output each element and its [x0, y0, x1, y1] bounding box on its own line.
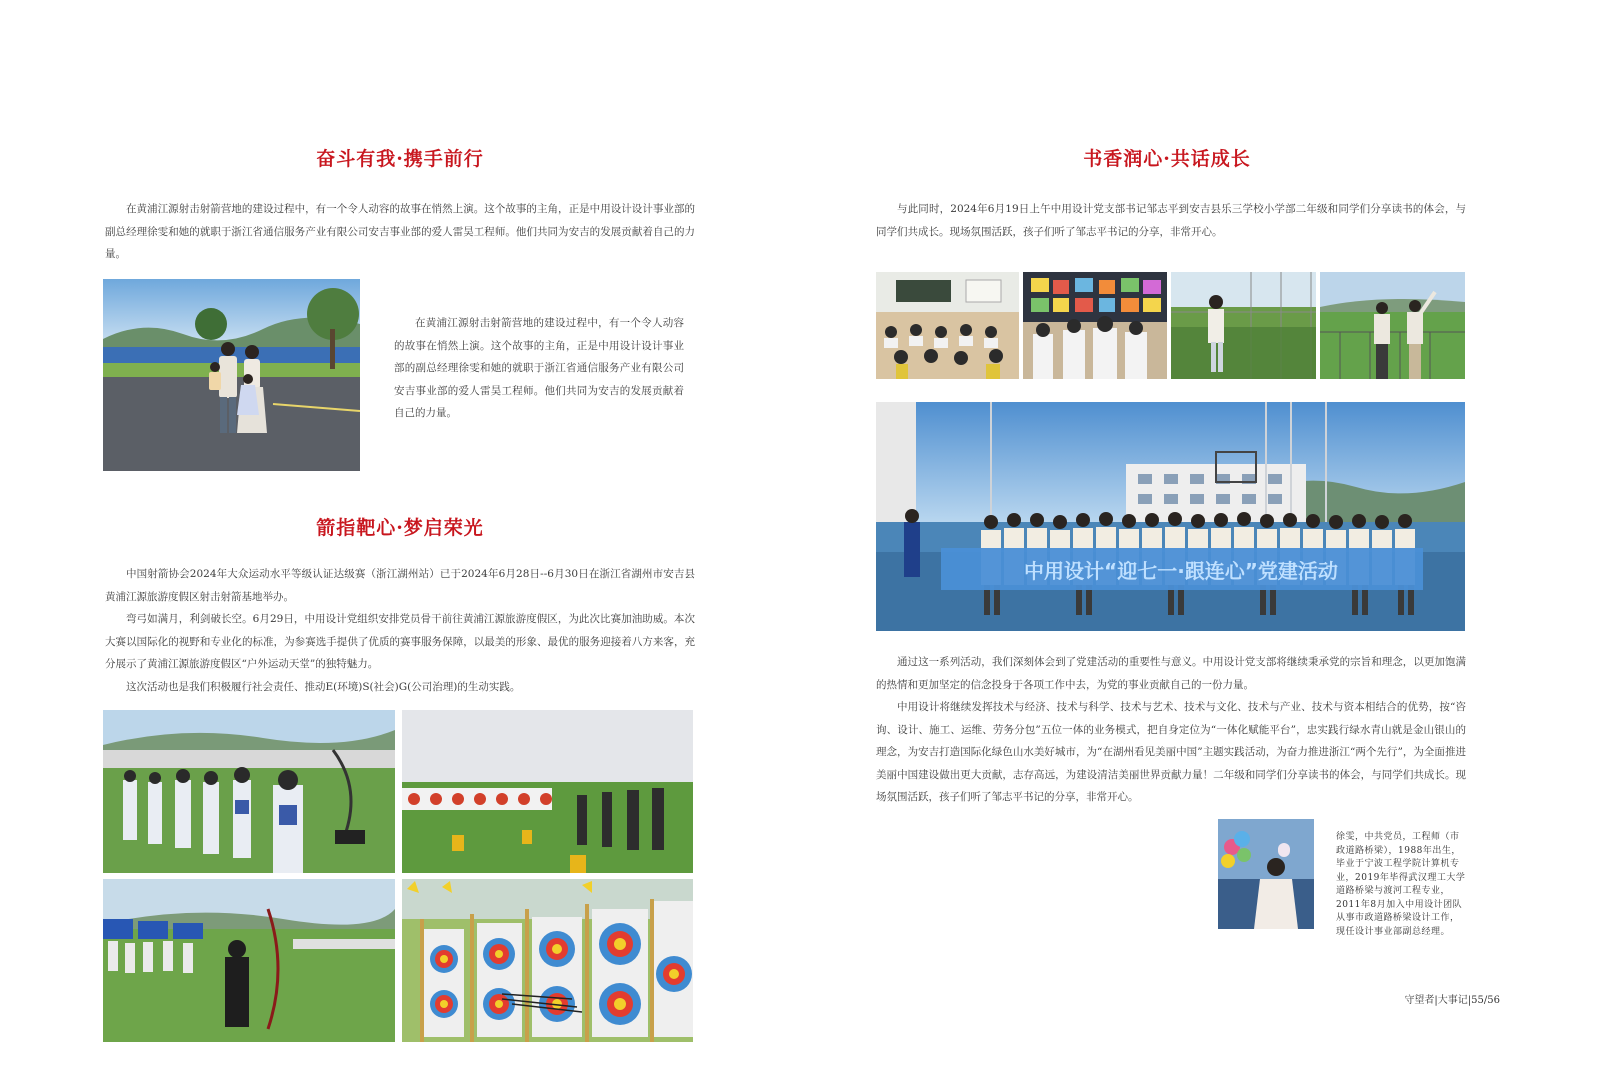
- closing-paragraph-1: 通过这一系列活动，我们深刻体会到了党建活动的重要性与意义。中用设计党支部将继续秉承党的宗旨和理念，以更加饱满的热情和更加坚定的信念投身于各项工作中去，为党的事业贡献自己的一份力量。: [876, 656, 1466, 691]
- archery-paragraph-2: 弯弓如满月，利剑破长空。6月29日，中用设计党组织安排党员骨干前往黄浦江源旅游度假区，为此次比赛加油助威。本次大赛以国际化的视野和专业化的标准，为参赛选手提供了优质的赛事服务保障，以最美的形象、最优的服务迎接着八方来客，充分展示了黄浦江源旅游度假区“户外运动天堂”的独特魅力。: [105, 613, 695, 670]
- family-photo: [103, 279, 360, 471]
- section-title-archery: 箭指靶心·梦启荣光: [316, 517, 484, 539]
- archery-photo-1: [103, 710, 395, 873]
- archery-photo-3: [103, 879, 395, 1042]
- closing-paragraph-2: 中用设计将继续发挥技术与经济、技术与科学、技术与艺术、技术与文化、技术与产业、技术与资本相结合的优势，按“咨询、设计、施工、运维、劳务分包”五位一体的业务模式，把自身定位为“一体化赋能平台”，忠实践行绿水青山就是金山银山的理念，为安吉打造国际化绿色山水美好城市，为“在湖州看见美丽中国”主题实践活动，为奋力推进浙江“两个先行”，为全面推进美丽中国建设做出更大贡献，志存高远，为建设清洁美丽世界贡献力量！二年级和同学们分享读书的体会，与同学们共成长。现场氛围活跃，孩子们听了邹志平书记的分享，非常开心。: [876, 701, 1466, 803]
- archery-photo-2: [402, 710, 693, 873]
- children-reading-photo: [1023, 272, 1167, 379]
- archery-paragraph-1: 中国射箭协会2024年大众运动水平等级认证达级赛（浙江湖州站）已于2024年6月28日--6月30日在浙江省湖州市安吉县黄浦江源旅游度假区射击射箭基地举办。: [105, 568, 695, 603]
- section-title-struggle: 奋斗有我·携手前行: [316, 148, 484, 170]
- side-paragraph-struggle: 在黄浦江源射击射箭营地的建设过程中，有一个令人动容的故事在悄然上演。这个故事的主角，正是中用设计设计事业部的副总经理徐雯和她的就职于浙江省通信服务产业有限公司安吉事业部的爱人雷昊工程师。他们共同为安吉的发展贡献着自己的力量。: [394, 317, 684, 419]
- field-photo-2: [1320, 272, 1465, 379]
- closing-paragraphs: [876, 651, 1466, 809]
- group-photo: [876, 402, 1465, 631]
- profile-photo: [1218, 819, 1314, 929]
- profile-caption: 徐雯，中共党员，工程师（市政道路桥梁），1988年出生，毕业于宁波工程学院计算机专业，2019年毕得武汉理工大学道路桥梁与渡河工程专业，2011年8月加入中用设计团队从事市政道路桥梁设计工作，现任设计事业部副总经理。: [1336, 832, 1466, 937]
- archery-photo-4: [402, 879, 693, 1042]
- intro-paragraph-struggle: 在黄浦江源射击射箭营地的建设过程中，有一个令人动容的故事在悄然上演。这个故事的主角，正是中用设计设计事业部的副总经理徐雯和她的就职于浙江省通信服务产业有限公司安吉事业部的爱人雷昊工程师。他们共同为安吉的发展贡献着自己的力量。: [105, 203, 695, 260]
- banner-text: 中用设计“迎七一·跟连心”党建活动: [1024, 559, 1338, 583]
- archery-paragraph-3: 这次活动也是我们积极履行社会责任、推动E(环境)S(社会)G(公司治理)的生动实践。: [126, 680, 521, 693]
- field-photo-1: [1171, 272, 1316, 379]
- section-title-reading: 书香润心·共话成长: [1083, 148, 1251, 170]
- classroom-photo: [876, 272, 1019, 379]
- page-footer: 守望者|大事记|55/56: [1404, 995, 1500, 1006]
- archery-paragraphs: [105, 563, 695, 698]
- intro-paragraph-reading: 与此同时，2024年6月19日上午中用设计党支部书记邹志平到安吉县乐三学校小学部二年级和同学们分享读书的体会，与同学们共成长。现场氛围活跃，孩子们听了邹志平书记的分享，非常开心。: [876, 203, 1466, 238]
